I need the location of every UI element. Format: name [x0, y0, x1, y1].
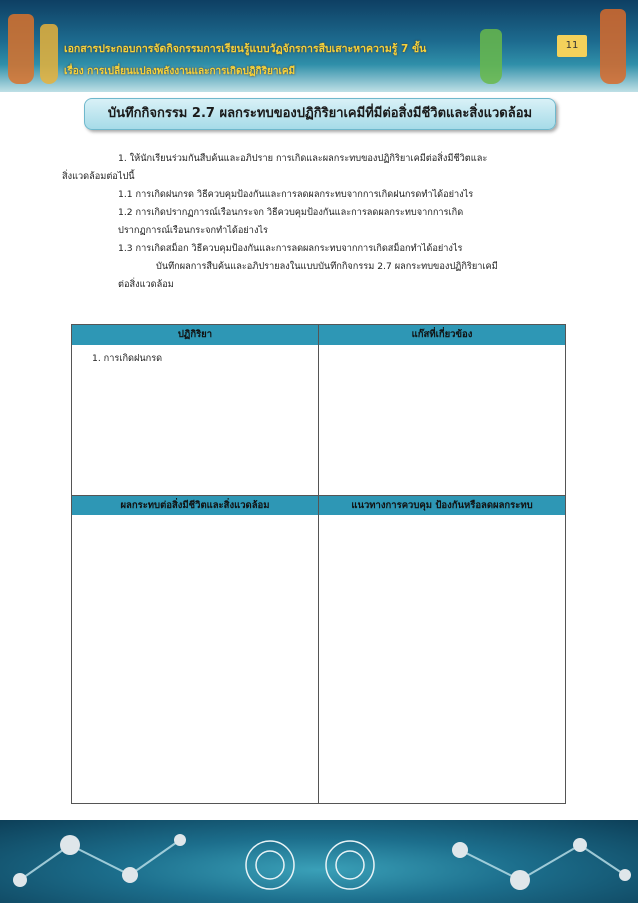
flask-decoration — [600, 9, 626, 84]
instruction-item-1-1: 1.1 การเกิดฝนกรด วิธีควบคุมป้องกันและการลดผลกระทบจากการเกิดฝนกรดทำได้อย่างไร — [118, 189, 474, 200]
instruction-item-1-2: 1.2 การเกิดปรากฏการณ์เรือนกระจก วิธีควบคุมป้องกันและการลดผลกระทบจากการเกิด — [118, 207, 464, 218]
instruction-item-1-2-continued: ปรากฏการณ์เรือนกระจกทำได้อย่างไร — [118, 225, 268, 236]
flask-decoration — [40, 24, 58, 84]
instruction-item-1-3: 1.3 การเกิดสม็อก วิธีควบคุมป้องกันและการลดผลกระทบจากการเกิดสม็อกทำได้อย่างไร — [118, 243, 463, 254]
header-topic: เรื่อง การเปลี่ยนแปลงพลังงานและการเกิดปฏิกิริยาเคมี — [64, 66, 296, 77]
instruction-item-1: 1. ให้นักเรียนร่วมกันสืบค้นและอภิปราย การเกิดและผลกระทบของปฏิกิริยาเคมีต่อสิ่งมีชีวิตและ — [118, 153, 488, 164]
footer-molecule-banner — [0, 820, 638, 903]
instruction-record: บันทึกผลการสืบค้นและอภิปรายลงในแบบบันทึกกิจกรรม 2.7 ผลกระทบของปฏิกิริยาเคมี — [156, 261, 498, 272]
column-header-gas: แก๊สที่เกี่ยวข้อง — [319, 325, 565, 345]
column-header-reaction: ปฏิกิริยา — [72, 325, 319, 345]
reaction-cell[interactable] — [72, 345, 319, 495]
table-header-row — [72, 495, 565, 515]
flask-decoration — [480, 29, 502, 84]
instruction-record-continued: ต่อสิ่งแวดล้อม — [118, 279, 174, 290]
control-answer-cell[interactable] — [319, 515, 565, 803]
flask-decoration — [8, 14, 34, 84]
page-number: 11 — [557, 35, 587, 57]
activity-title: บันทึกกิจกรรม 2.7 ผลกระทบของปฏิกิริยาเคมีที่มีต่อสิ่งมีชีวิตและสิ่งแวดล้อม — [84, 98, 556, 130]
table-header-row — [72, 325, 565, 345]
effects-answer-cell[interactable] — [72, 515, 319, 803]
gas-answer-cell[interactable] — [319, 345, 565, 495]
header-banner — [0, 0, 638, 92]
header-document-title: เอกสารประกอบการจัดกิจกรรมการเรียนรู้แบบวัฏจักรการสืบเสาะหาความรู้ 7 ขั้น — [64, 43, 427, 55]
reaction-item-acid-rain: 1. การเกิดฝนกรด — [92, 353, 163, 364]
worksheet-table — [71, 324, 566, 804]
instructions — [62, 150, 562, 294]
column-header-effects: ผลกระทบต่อสิ่งมีชีวิตและสิ่งแวดล้อม — [72, 496, 319, 515]
instruction-item-1-continued: สิ่งแวดล้อมต่อไปนี้ — [62, 171, 135, 182]
molecule-decoration — [0, 820, 638, 903]
column-header-control: แนวทางการควบคุม ป้องกันหรือลดผลกระทบ — [319, 496, 565, 515]
